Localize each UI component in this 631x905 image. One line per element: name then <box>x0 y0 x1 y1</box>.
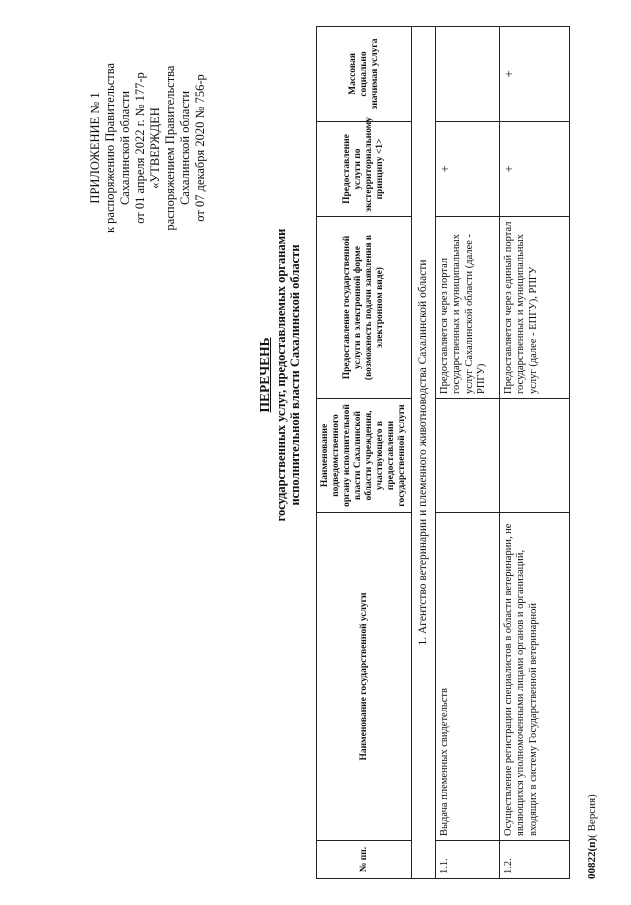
document-subtitle-line: государственных услуг, предоставляемых органами <box>274 228 288 522</box>
row-mass <box>435 27 499 122</box>
section-title: 1. Агентство ветеринарии и племенного животноводства Сахалинской области <box>412 27 436 879</box>
approved-block <box>148 28 208 268</box>
appendix-line: к распоряжению Правительства <box>103 63 117 234</box>
approved-line: Сахалинской области <box>178 90 192 206</box>
row-electronic: Предоставляется через единый портал государственных и муниципальных услуг (далее - ЕПГУ), РПГУ <box>499 217 569 399</box>
document-footer <box>586 794 598 879</box>
appendix-line: Сахалинской области <box>118 90 132 206</box>
document-subtitle-line: исполнительной власти Сахалинской области <box>288 244 302 506</box>
table-row <box>435 27 499 879</box>
footer-code: 00822(п) <box>586 837 598 879</box>
table-row <box>499 27 569 879</box>
header-mass: Массовая социально значимая услуга <box>317 27 412 122</box>
row-org <box>435 399 499 513</box>
row-num: 1.1. <box>435 841 499 879</box>
approved-line: распоряжением Правительства <box>163 65 177 231</box>
row-org <box>499 399 569 513</box>
row-name: Выдача племенных свидетельств <box>435 513 499 841</box>
appendix-line: ПРИЛОЖЕНИЕ № 1 <box>88 92 102 204</box>
table-header-row <box>317 27 412 879</box>
approved-line: «УТВЕРЖДЕН <box>148 107 162 189</box>
appendix-block <box>88 48 148 248</box>
document-title: ПЕРЕЧЕНЬ <box>257 337 272 413</box>
header-name: Наименование государственной услуги <box>317 513 412 841</box>
header-num: № пп. <box>317 841 412 879</box>
row-extraterritorial: + <box>435 122 499 217</box>
row-mass: + <box>499 27 569 122</box>
row-name: Осуществление регистрации специалистов в области ветеринарии, не являющихся уполномоченными лицами органов и организаций, входящих в систему Государственной ветеринарной <box>499 513 569 841</box>
row-extraterritorial: + <box>499 122 569 217</box>
footer-version: ( Версия) <box>586 794 598 838</box>
header-electronic: Предоставление государственной услуги в электронной форме (возможность подачи заявления в электронном виде) <box>317 217 412 399</box>
services-table <box>316 26 570 879</box>
approved-line: от 07 декабря 2020 № 756-р <box>193 74 207 222</box>
row-electronic: Предоставляется через портал государственных и муниципальных услуг Сахалинской области (далее - РПГУ) <box>435 217 499 399</box>
section-row <box>412 27 436 879</box>
appendix-line: от 01 апреля 2022 г. № 177-р <box>133 72 147 224</box>
header-org: Наименование подведомственного органу исполнительной власти Сахалинской области учреждения, участвующего в предоставлении государственной услуги <box>317 399 412 513</box>
row-num: 1.2. <box>499 841 569 879</box>
document-title-block <box>258 125 302 625</box>
header-extraterritorial: Предоставление услуги по экстерриториальному принципу <1> <box>317 122 412 217</box>
